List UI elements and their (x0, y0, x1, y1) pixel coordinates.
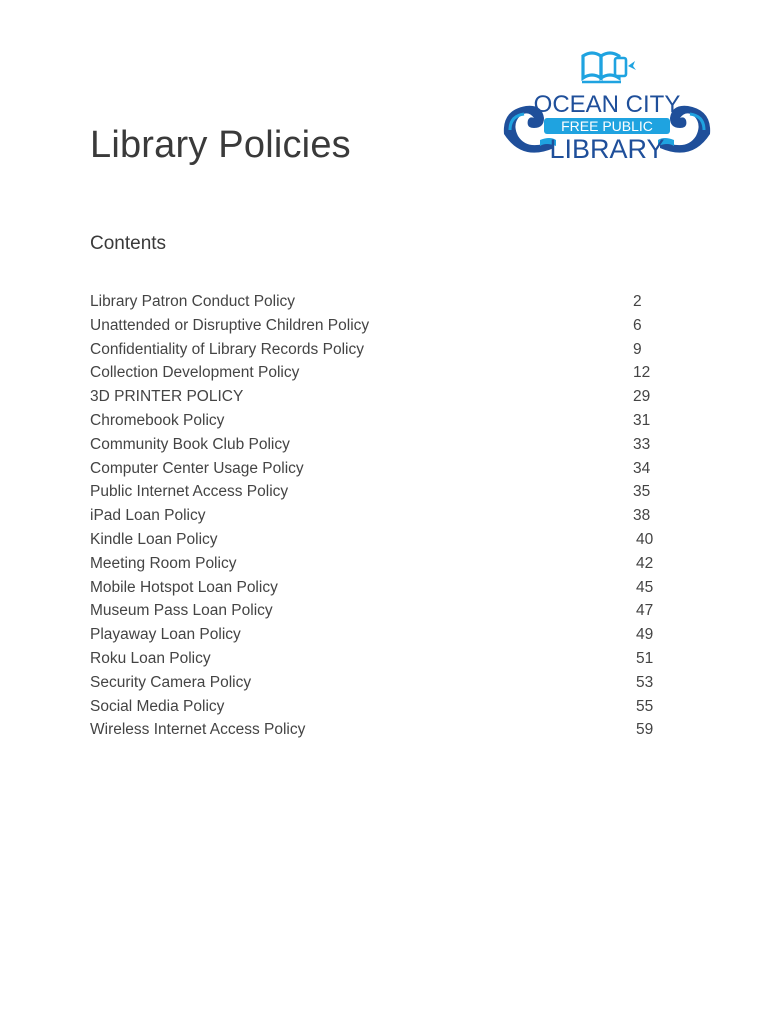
page-title: Library Policies (90, 124, 351, 166)
toc-entry-title: Security Camera Policy (90, 673, 252, 691)
toc-entry[interactable] (90, 315, 670, 339)
toc-entry-page: 35 (633, 483, 651, 501)
toc-entry[interactable] (90, 410, 670, 434)
toc-entry-title: Unattended or Disruptive Children Policy (90, 316, 370, 334)
toc-entry[interactable] (90, 719, 670, 743)
toc-entry-page: 40 (636, 530, 654, 548)
toc-entry-page: 31 (633, 411, 651, 429)
toc-entry-title: Playaway Loan Policy (90, 626, 241, 644)
toc-entry-title: Social Media Policy (90, 697, 225, 715)
toc-entry[interactable] (90, 362, 670, 386)
toc-entry-page: 42 (636, 554, 654, 572)
toc-entry-title: Wireless Internet Access Policy (90, 721, 306, 739)
toc-entry-title: Collection Development Policy (90, 364, 300, 382)
contents-heading: Contents (90, 233, 167, 254)
toc-entry-title: Public Internet Access Policy (90, 483, 289, 501)
toc-entry-page: 6 (633, 316, 642, 334)
toc-entry[interactable] (90, 624, 670, 648)
toc-entry-page: 33 (633, 435, 651, 453)
toc-entry[interactable] (90, 648, 670, 672)
toc-entry-page: 2 (633, 293, 642, 310)
table-of-contents (90, 291, 670, 743)
toc-entry-title: Chromebook Policy (90, 411, 225, 429)
toc-entry-page: 9 (633, 340, 642, 358)
toc-entry-page: 29 (633, 388, 651, 406)
toc-entry-title: Museum Pass Loan Policy (90, 602, 273, 620)
toc-entry-title: 3D PRINTER POLICY (90, 388, 244, 406)
toc-entry-title: Meeting Room Policy (90, 554, 237, 572)
toc-entry[interactable] (90, 600, 670, 624)
toc-entry-page: 47 (636, 602, 654, 620)
toc-entry[interactable] (90, 529, 670, 553)
toc-entry-page: 59 (636, 721, 654, 739)
toc-entry-page: 49 (636, 626, 654, 644)
toc-entry-title: Computer Center Usage Policy (90, 459, 304, 477)
toc-entry[interactable] (90, 434, 670, 458)
toc-entry-page: 12 (633, 364, 651, 382)
toc-entry-title: Roku Loan Policy (90, 649, 211, 667)
toc-entry[interactable] (90, 672, 670, 696)
toc-entry[interactable] (90, 339, 670, 363)
toc-entry[interactable] (90, 458, 670, 482)
toc-entry-title: iPad Loan Policy (90, 507, 206, 525)
toc-entry-page: 55 (636, 697, 654, 715)
book-icon (582, 53, 636, 82)
toc-entry-page: 45 (636, 578, 654, 596)
toc-entry[interactable] (90, 291, 670, 315)
toc-entry[interactable] (90, 696, 670, 720)
toc-entry-page: 38 (633, 507, 651, 525)
library-logo (500, 44, 714, 168)
logo-line3: LIBRARY (549, 134, 665, 164)
toc-entry-page: 51 (636, 649, 654, 667)
logo-line1: OCEAN CITY (533, 91, 681, 118)
toc-entry[interactable] (90, 553, 670, 577)
toc-entry-title: Community Book Club Policy (90, 435, 290, 453)
toc-entry-page: 53 (636, 673, 654, 691)
toc-entry-title: Library Patron Conduct Policy (90, 293, 296, 310)
toc-entry[interactable] (90, 386, 670, 410)
toc-entry[interactable] (90, 577, 670, 601)
toc-entry-page: 34 (633, 459, 651, 477)
toc-entry-title: Kindle Loan Policy (90, 530, 218, 548)
toc-entry-title: Mobile Hotspot Loan Policy (90, 578, 278, 596)
logo-line2: FREE PUBLIC (561, 118, 653, 134)
toc-entry[interactable] (90, 481, 670, 505)
toc-entry-title: Confidentiality of Library Records Policy (90, 340, 364, 358)
toc-entry[interactable] (90, 505, 670, 529)
